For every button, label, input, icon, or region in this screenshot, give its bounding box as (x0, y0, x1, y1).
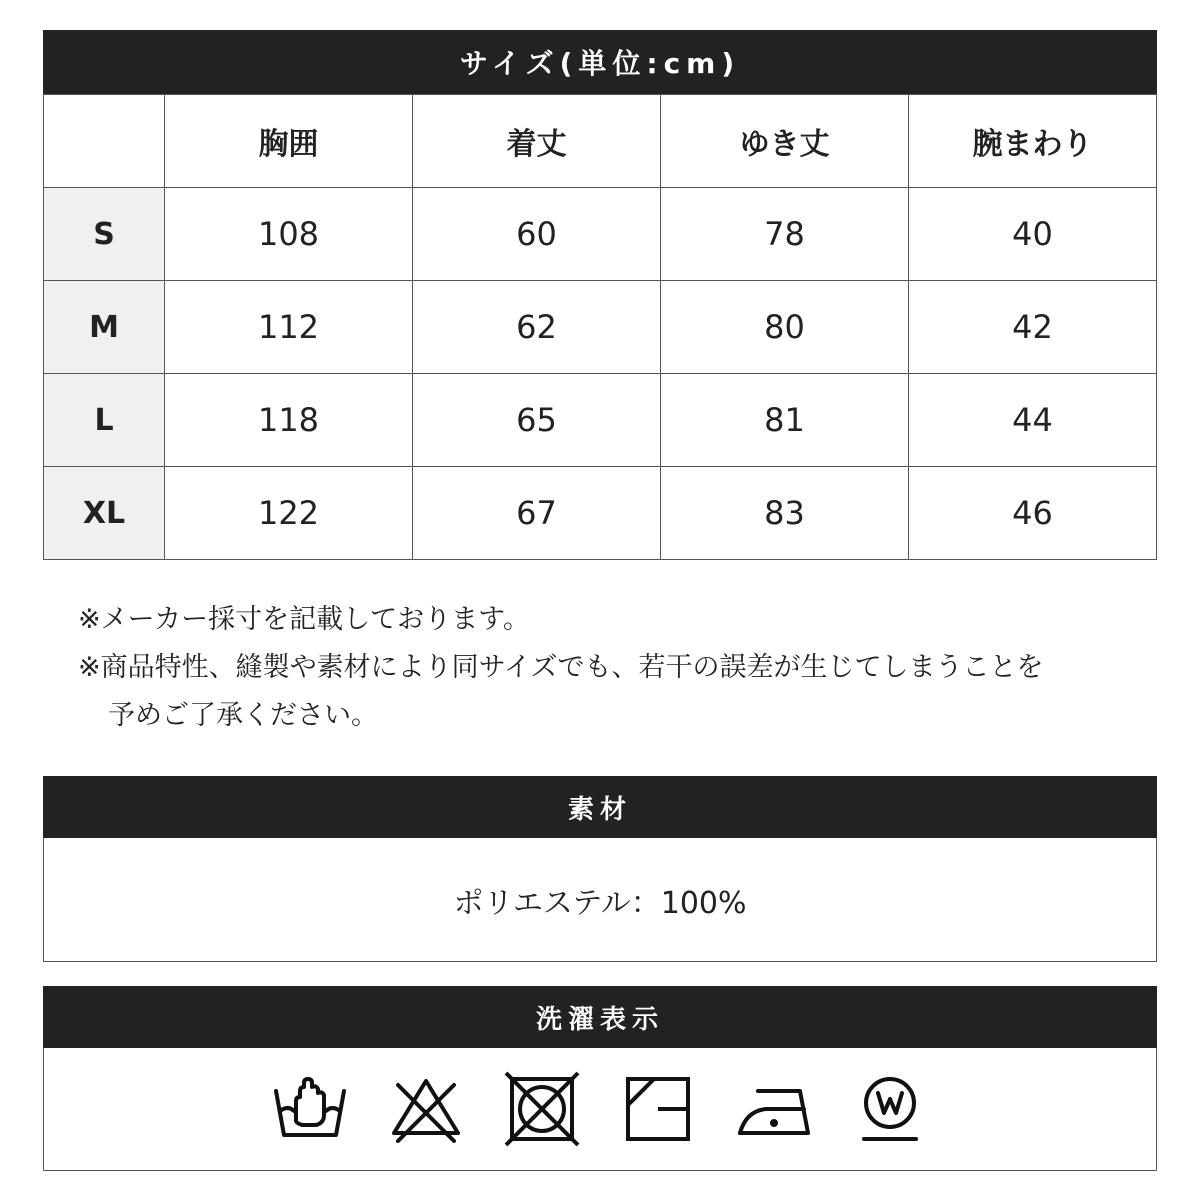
table-cell: 83 (661, 467, 909, 560)
no-bleach-icon (388, 1071, 464, 1147)
size-label: L (44, 374, 165, 467)
wet-clean-icon (852, 1071, 928, 1147)
line-dry-shade-icon (620, 1071, 696, 1147)
size-label: S (44, 188, 165, 281)
care-icons-box (43, 1048, 1157, 1171)
material-content-box (43, 838, 1157, 962)
table-row (44, 281, 1157, 374)
table-cell: 112 (165, 281, 413, 374)
table-cell: 65 (413, 374, 661, 467)
column-header-length: 着丈 (413, 95, 661, 188)
table-cell: 62 (413, 281, 661, 374)
column-header-sleeve: ゆき丈 (661, 95, 909, 188)
table-cell: 118 (165, 374, 413, 467)
size-table (43, 94, 1157, 560)
size-label: XL (44, 467, 165, 560)
note-line: ※商品特性、縫製や素材により同サイズでも、若干の誤差が生じてしまうことを (78, 652, 1044, 683)
table-cell: 78 (661, 188, 909, 281)
table-cell: 44 (909, 374, 1157, 467)
care-title-text: 洗濯表示 (535, 1004, 664, 1035)
table-cell: 108 (165, 188, 413, 281)
table-cell: 81 (661, 374, 909, 467)
note-line: 予めご了承ください。 (108, 700, 378, 731)
material-section-title (43, 776, 1157, 838)
note-line: ※メーカー採寸を記載しております。 (78, 604, 530, 635)
table-cell: 80 (661, 281, 909, 374)
iron-low-icon (736, 1071, 812, 1147)
table-header-row (44, 95, 1157, 188)
table-row (44, 374, 1157, 467)
material-text: ポリエステル：100% (453, 885, 747, 921)
size-label: M (44, 281, 165, 374)
size-title-text: サイズ(単位:cm) (459, 47, 741, 80)
table-cell: 67 (413, 467, 661, 560)
size-notes (78, 596, 1158, 740)
care-section-title (43, 986, 1157, 1048)
table-row (44, 467, 1157, 560)
table-cell: 42 (909, 281, 1157, 374)
no-tumble-dry-icon (504, 1071, 580, 1147)
table-cell: 60 (413, 188, 661, 281)
material-title-text: 素材 (567, 794, 632, 825)
size-section-title (43, 30, 1157, 94)
hand-wash-icon (272, 1071, 348, 1147)
table-cell: 46 (909, 467, 1157, 560)
table-corner-cell (44, 95, 165, 188)
table-row (44, 188, 1157, 281)
column-header-arm: 腕まわり (909, 95, 1157, 188)
table-cell: 122 (165, 467, 413, 560)
column-header-chest: 胸囲 (165, 95, 413, 188)
table-cell: 40 (909, 188, 1157, 281)
